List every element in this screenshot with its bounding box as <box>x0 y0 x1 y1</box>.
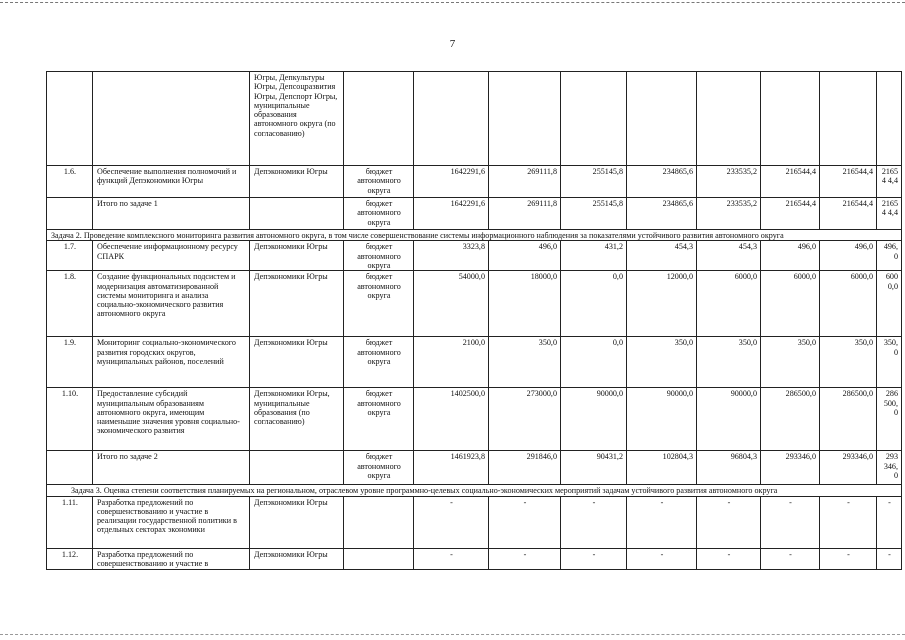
table-row <box>47 496 902 548</box>
value-year: 96804,3 <box>697 451 761 485</box>
value-year: 291846,0 <box>489 451 561 485</box>
program-table <box>46 71 902 570</box>
value-year: 286 500, 0 <box>877 388 902 451</box>
executor: Депэкономики Югры, муниципальные образования (по согласованию) <box>250 388 344 451</box>
value-year: 0,0 <box>561 337 627 388</box>
value-year: 496, 0 <box>877 241 902 271</box>
measure-name: Итого по задаче 1 <box>93 198 250 230</box>
executor: Депэкономики Югры <box>250 271 344 337</box>
value-year: 6000,0 <box>820 271 877 337</box>
value-year: - <box>697 496 761 548</box>
executor: Югры, Депкультуры Югры, Депсоцразвития Югры, Депспорт Югры, муниципальные образования автономного округа (по согласованию) <box>250 72 344 166</box>
value-year: 431,2 <box>561 241 627 271</box>
value-total: 1402500,0 <box>414 388 489 451</box>
measure-name: Мониторинг социально-экономического развития городских округов, муниципальных районов, поселений <box>93 337 250 388</box>
value-total: - <box>414 548 489 569</box>
value-year: 496,0 <box>820 241 877 271</box>
value-year: 233535,2 <box>697 198 761 230</box>
value-total: 2100,0 <box>414 337 489 388</box>
value-year: 90000,0 <box>561 388 627 451</box>
scan-edge-bottom <box>0 634 905 635</box>
task-2-heading: Задача 2. Проведение комплексного мониторинга развития автономного округа, в том числе совершенствование системы информационного наблюдения за показателями устойчивого развития автономного округа <box>47 230 902 241</box>
value-year: - <box>627 496 697 548</box>
value-year: 234865,6 <box>627 166 697 198</box>
table-row <box>47 271 902 337</box>
value-year: 350,0 <box>489 337 561 388</box>
value-year: 6000,0 <box>697 271 761 337</box>
value-year: 496,0 <box>761 241 820 271</box>
value-year: 350,0 <box>820 337 877 388</box>
measure-name: Создание функциональных подсистем и модернизация автоматизированной системы мониторинга и анализа социально-экономического развития автономного округа <box>93 271 250 337</box>
value-year: 600 0,0 <box>877 271 902 337</box>
table-row <box>47 388 902 451</box>
value-year: 0,0 <box>561 271 627 337</box>
measure-name: Итого по задаче 2 <box>93 451 250 485</box>
executor <box>250 451 344 485</box>
value-year: - <box>697 548 761 569</box>
value-year: 350,0 <box>697 337 761 388</box>
funding-source: бюджет автономного округа <box>344 241 414 271</box>
value-year: 216544,4 <box>761 198 820 230</box>
page-number: 7 <box>449 38 456 50</box>
table-row <box>47 451 902 485</box>
value-year: 90000,0 <box>697 388 761 451</box>
row-number: 1.9. <box>47 337 93 388</box>
funding-source <box>344 548 414 569</box>
row-number: 1.10. <box>47 388 93 451</box>
table-row <box>47 72 902 166</box>
value-year: - <box>561 548 627 569</box>
funding-source: бюджет автономного округа <box>344 271 414 337</box>
value-year: 350,0 <box>627 337 697 388</box>
row-number <box>47 72 93 166</box>
value-year: 269111,8 <box>489 166 561 198</box>
measure-name: Обеспечение информационному ресурсу СПАРК <box>93 241 250 271</box>
value-total: 1642291,6 <box>414 166 489 198</box>
executor: Депэкономики Югры <box>250 548 344 569</box>
task-heading-row <box>47 485 902 496</box>
value-year: 350, 0 <box>877 337 902 388</box>
value-total: 1461923,8 <box>414 451 489 485</box>
value-total: 54000,0 <box>414 271 489 337</box>
value-year: - <box>561 496 627 548</box>
value-year: 255145,8 <box>561 166 627 198</box>
value-year: - <box>489 496 561 548</box>
value-year: 286500,0 <box>761 388 820 451</box>
value-year: 12000,0 <box>627 271 697 337</box>
value-year: 216544,4 <box>761 166 820 198</box>
value-year: - <box>489 548 561 569</box>
value-year: - <box>761 548 820 569</box>
measure-name <box>93 72 250 166</box>
value-year: 293346,0 <box>820 451 877 485</box>
value-year: 496,0 <box>489 241 561 271</box>
measure-name: Разработка предложений по совершенствованию и участие в реализации государственной политики в отдельных секторах экономики <box>93 496 250 548</box>
measure-name: Обеспечение выполнения полномочий и функций Депэкономики Югры <box>93 166 250 198</box>
value-year: 234865,6 <box>627 198 697 230</box>
table-row <box>47 337 902 388</box>
value-year: - <box>877 548 902 569</box>
table-row <box>47 166 902 198</box>
row-number: 1.6. <box>47 166 93 198</box>
value-year: 293346,0 <box>761 451 820 485</box>
value-year: 21654 4,4 <box>877 166 902 198</box>
value-total: 1642291,6 <box>414 198 489 230</box>
value-year: 6000,0 <box>761 271 820 337</box>
measure-name: Предоставление субсидий муниципальным образованиям автономного округа, имеющим наименьшие значения уровня социально-экономического развития <box>93 388 250 451</box>
value-total: - <box>414 496 489 548</box>
value-year: - <box>820 548 877 569</box>
value-year: 273000,0 <box>489 388 561 451</box>
executor: Депэкономики Югры <box>250 166 344 198</box>
value-year: 216544,4 <box>820 198 877 230</box>
value-year: 18000,0 <box>489 271 561 337</box>
value-year: - <box>627 548 697 569</box>
value-year: 454,3 <box>697 241 761 271</box>
funding-source: бюджет автономного округа <box>344 337 414 388</box>
row-number <box>47 198 93 230</box>
row-number: 1.7. <box>47 241 93 271</box>
row-number: 1.12. <box>47 548 93 569</box>
funding-source: бюджет автономного округа <box>344 166 414 198</box>
funding-source: бюджет автономного округа <box>344 451 414 485</box>
value-year: 102804,3 <box>627 451 697 485</box>
row-number: 1.8. <box>47 271 93 337</box>
value-total: 3323,8 <box>414 241 489 271</box>
row-number: 1.11. <box>47 496 93 548</box>
table-row <box>47 548 902 569</box>
value-year: 90431,2 <box>561 451 627 485</box>
value-year: 21654 4,4 <box>877 198 902 230</box>
value-year: - <box>761 496 820 548</box>
task-heading-row <box>47 230 902 241</box>
value-year: 269111,8 <box>489 198 561 230</box>
value-year: 286500,0 <box>820 388 877 451</box>
scan-edge-top <box>0 2 905 3</box>
value-year: 454,3 <box>627 241 697 271</box>
value-year: 350,0 <box>761 337 820 388</box>
value-year: 233535,2 <box>697 166 761 198</box>
funding-source: бюджет автономного округа <box>344 198 414 230</box>
table-row <box>47 241 902 271</box>
row-number <box>47 451 93 485</box>
value-year: 255145,8 <box>561 198 627 230</box>
task-3-heading: Задача 3. Оценка степени соответствия планируемых на региональном, отраслевом уровне программно-целевых социально-экономических мероприятий задачам устойчивого развития автономного округа <box>47 485 902 496</box>
executor: Депэкономики Югры <box>250 337 344 388</box>
value-year: - <box>877 496 902 548</box>
value-year: 90000,0 <box>627 388 697 451</box>
table-row <box>47 198 902 230</box>
value-year: 216544,4 <box>820 166 877 198</box>
executor: Депэкономики Югры <box>250 241 344 271</box>
executor: Депэкономики Югры <box>250 496 344 548</box>
funding-source <box>344 496 414 548</box>
executor <box>250 198 344 230</box>
value-year: 293 346, 0 <box>877 451 902 485</box>
measure-name: Разработка предложений по совершенствованию и участие в <box>93 548 250 569</box>
funding-source: бюджет автономного округа <box>344 388 414 451</box>
value-year: - <box>820 496 877 548</box>
